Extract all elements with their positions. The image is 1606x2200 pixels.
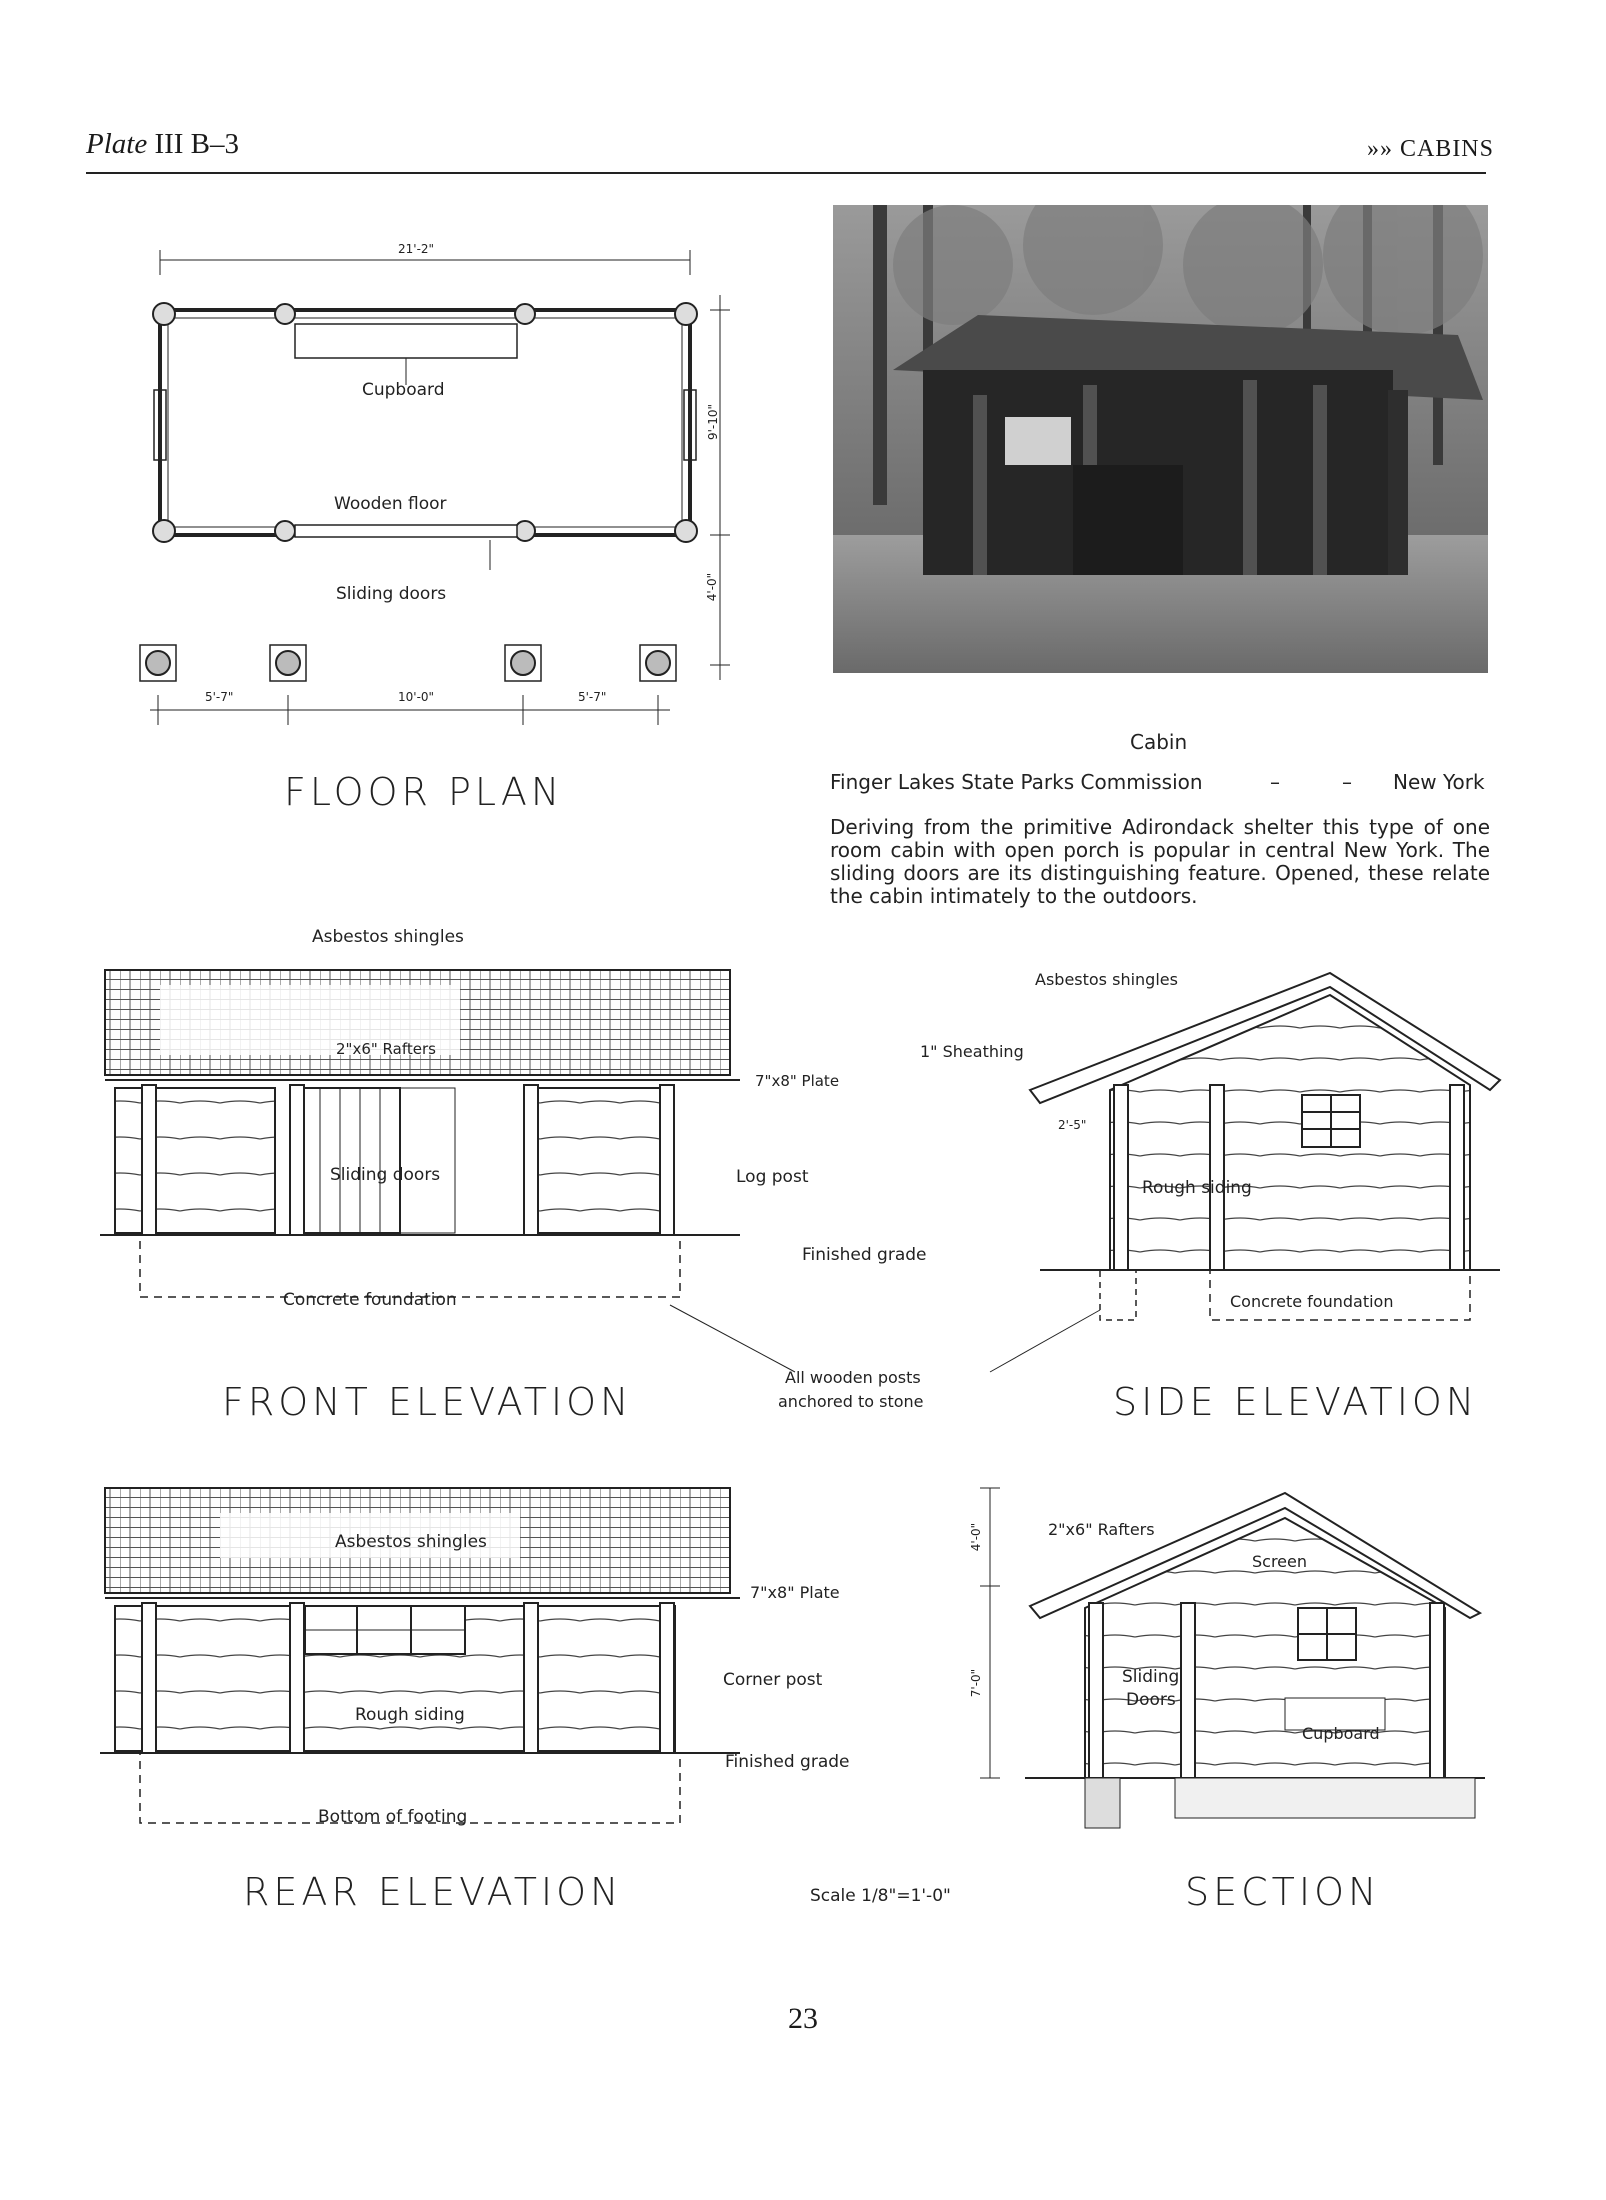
sec-cupboard-label: Cupboard	[1302, 1724, 1380, 1743]
header-rule	[86, 172, 1486, 174]
fp-floor-label: Wooden floor	[334, 494, 447, 514]
fp-span-1: 5'-7"	[205, 690, 234, 704]
se-siding-label: Rough siding	[1142, 1178, 1252, 1198]
fe-foundation-label: Concrete foundation	[283, 1290, 457, 1310]
anchor-note-line1: All wooden posts	[785, 1368, 921, 1387]
fp-span-2: 10'-0"	[398, 690, 435, 704]
se-dim: 2'-5"	[1058, 1118, 1087, 1132]
photo-source: Finger Lakes State Parks Commission	[830, 770, 1203, 794]
re-post-label: Corner post	[723, 1670, 823, 1690]
front-elevation-title: FRONT ELEVATION	[222, 1380, 633, 1424]
sec-dim-bottom: 7'-0"	[969, 1668, 984, 1698]
photo-description: Deriving from the primitive Adirondack shelter this type of one room cabin with open porch is popular in central New York. The sliding doors are its distinguishing feature. Opened, these relate the cabin intimately to the outdoors.	[830, 815, 1490, 908]
sec-dim-top: 4'-0"	[969, 1522, 984, 1552]
re-grade-label: Finished grade	[725, 1752, 850, 1772]
fp-doors-label: Sliding doors	[336, 584, 447, 604]
sec-doors-label-1: Sliding	[1122, 1667, 1180, 1687]
re-plate-label: 7"x8" Plate	[750, 1583, 840, 1602]
se-foundation-label: Concrete foundation	[1230, 1292, 1394, 1311]
floor-plan-title: FLOOR PLAN	[284, 770, 564, 814]
side-elevation-title: SIDE ELEVATION	[1113, 1380, 1479, 1424]
fe-doors-label: Sliding doors	[330, 1165, 441, 1185]
photo-location: New York	[1393, 770, 1485, 794]
fp-depth-main: 9'-10"	[706, 403, 721, 441]
fp-depth-porch: 4'-0"	[705, 572, 720, 602]
photo-dash-1: –	[1270, 770, 1280, 794]
fe-post-label: Log post	[736, 1167, 809, 1187]
fe-shingles-label: Asbestos shingles	[312, 927, 464, 947]
photo-dash-2: –	[1342, 770, 1352, 794]
side-elevation-drawing	[1020, 965, 1500, 1340]
scale-note: Scale 1/8"=1'-0"	[810, 1886, 951, 1906]
page-number: 23	[788, 2002, 818, 2035]
re-shingles-label: Asbestos shingles	[335, 1532, 487, 1552]
photo-caption-title: Cabin	[1130, 730, 1188, 754]
section-title: »» CABINS	[1366, 136, 1494, 162]
fe-plate-label: 7"x8" Plate	[755, 1072, 840, 1090]
re-footing-label: Bottom of footing	[318, 1807, 468, 1827]
se-shingles-label: Asbestos shingles	[1035, 970, 1178, 989]
section-title-label: SECTION	[1185, 1870, 1381, 1914]
fp-cupboard-label: Cupboard	[362, 380, 445, 400]
plate-number: Plate III B–3	[86, 128, 240, 160]
anchor-note-line2: anchored to stone	[778, 1392, 924, 1411]
fp-span-3: 5'-7"	[578, 690, 607, 704]
cabin-photo	[833, 205, 1488, 673]
fe-rafters-label: 2"x6" Rafters	[336, 1040, 436, 1058]
se-sheathing-label: 1" Sheathing	[920, 1042, 1024, 1061]
fe-grade-label: Finished grade	[802, 1245, 927, 1265]
re-siding-label: Rough siding	[355, 1705, 465, 1725]
rear-elevation-title: REAR ELEVATION	[243, 1870, 623, 1914]
sec-rafters-label: 2"x6" Rafters	[1048, 1520, 1155, 1539]
floor-plan-drawing	[140, 240, 740, 740]
fp-overall-width: 21'-2"	[398, 242, 435, 256]
sec-doors-label-2: Doors	[1126, 1690, 1176, 1710]
sec-screen-label: Screen	[1252, 1552, 1308, 1571]
